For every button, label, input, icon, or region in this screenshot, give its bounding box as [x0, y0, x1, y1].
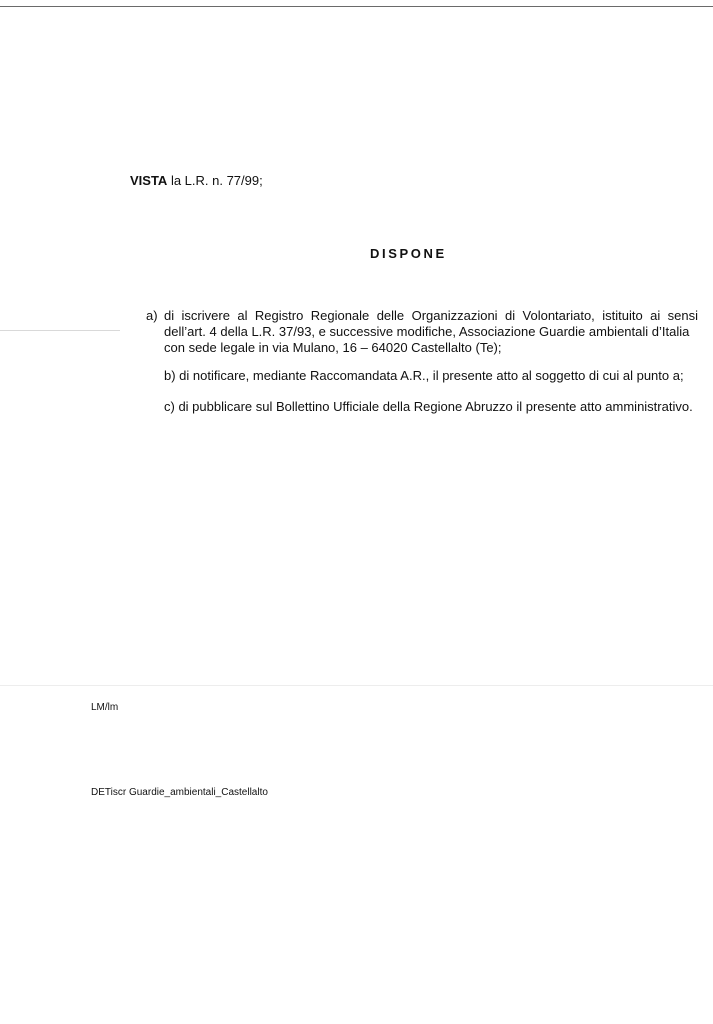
dispone-heading: DISPONE — [370, 246, 447, 261]
author-initials: LM/lm — [91, 702, 119, 713]
file-reference: DETiscr Guardie_ambientali_Castellalto — [91, 787, 268, 798]
vista-text: la L.R. n. 77/99; — [167, 173, 263, 188]
item-marker: a) — [146, 308, 158, 323]
provision-item-a — [146, 308, 698, 356]
scan-artifact-line — [0, 330, 120, 331]
provision-item-a-line-3: con sede legale in via Mulano, 16 – 64020 Castellalto (Te); — [164, 340, 502, 355]
provision-item-a-line-1: di iscrivere al Registro Regionale delle Organizzazioni di Volontariato, istituito ai sensi — [164, 308, 698, 323]
provision-item-a-body — [164, 308, 698, 356]
provision-item-a-line-2: dell’art. 4 della L.R. 37/93, e successive modifiche, Associazione Guardie ambientali d’Italia — [164, 324, 690, 339]
vista-clause — [130, 173, 263, 189]
scan-artifact-line — [0, 685, 713, 686]
vista-keyword: VISTA — [130, 173, 168, 188]
provision-item-c: c) di pubblicare sul Bollettino Ufficiale della Regione Abruzzo il presente atto amministrativo. — [164, 399, 693, 414]
provision-item-b: b) di notificare, mediante Raccomandata A.R., il presente atto al soggetto di cui al punto a; — [164, 368, 684, 383]
top-border-line — [0, 6, 713, 7]
